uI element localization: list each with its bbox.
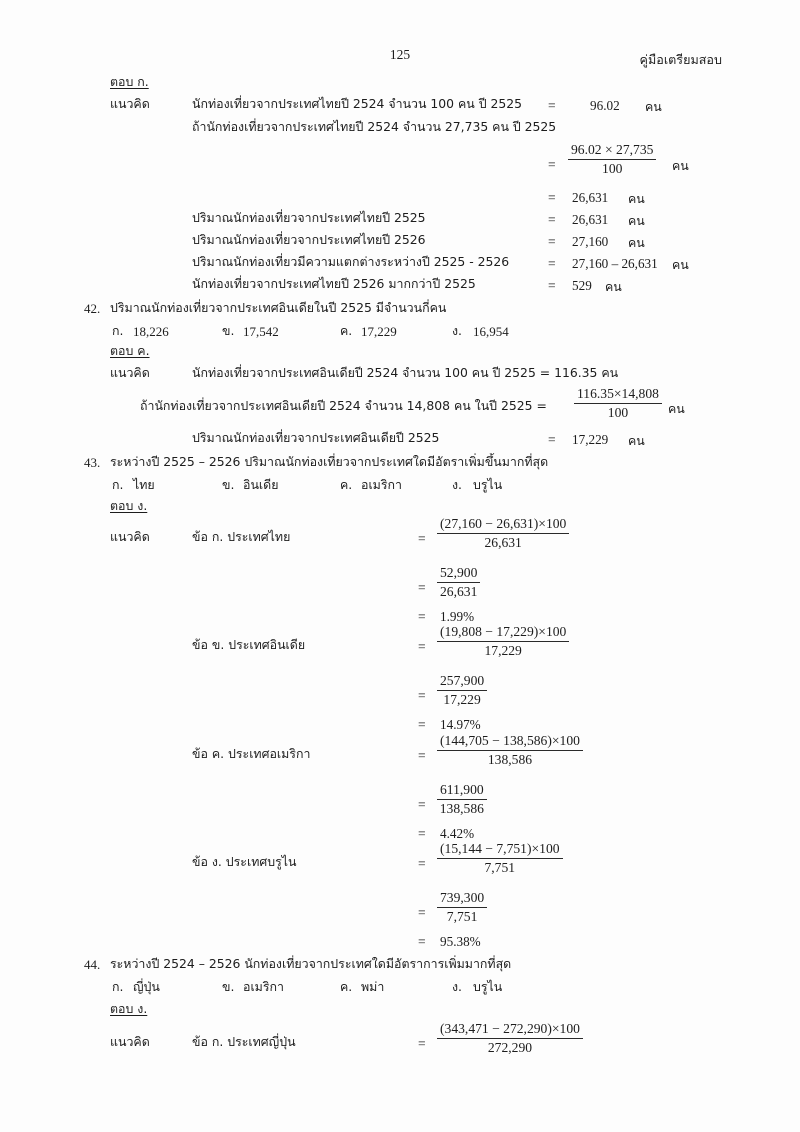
q42-choice-c-text[interactable]: 17,229: [361, 324, 397, 339]
q43-item-2-frac1-denominator: 138,586: [487, 752, 533, 768]
q42-choice-d-key[interactable]: ง.: [452, 323, 462, 338]
q43-item-2-frac1-numerator: (144,705 − 138,586)×100: [437, 733, 583, 751]
q41-row-0-equals: =: [548, 212, 556, 227]
q43-choice-b-key[interactable]: ข.: [222, 477, 235, 492]
q44-fraction: [437, 1021, 583, 1056]
q41-row-3-unit: คน: [605, 279, 622, 294]
q43-item-3-fraction-1: [437, 841, 563, 876]
q43-item-2-percent: 4.42%: [440, 826, 475, 841]
q42-choice-b-text[interactable]: 17,542: [243, 324, 279, 339]
answer-label-q41: ตอบ ก.: [110, 74, 149, 89]
q41-row-1-equals: =: [548, 234, 556, 249]
q44-choice-c-key[interactable]: ค.: [340, 979, 353, 994]
q43-item-1-frac2-denominator: 17,229: [443, 692, 481, 708]
q43-choice-d-key[interactable]: ง.: [452, 477, 462, 492]
q43-item-3-fraction-2: [437, 890, 487, 925]
q43-item-2-label: ข้อ ค. ประเทศอเมริกา: [192, 746, 311, 761]
q44-frac-numerator: (343,471 − 272,290)×100: [437, 1021, 583, 1039]
q41-line-1: นักท่องเที่ยวจากประเทศไทยปี 2524 จำนวน 100 คน ปี 2525: [192, 96, 523, 111]
q42-result-unit: คน: [628, 433, 645, 448]
q41-line-2: ถ้านักท่องเที่ยวจากประเทศไทยปี 2524 จำนวน 27,735 คน ปี 2525: [192, 119, 557, 134]
q41-row-2-unit: คน: [672, 257, 689, 272]
q43-item-1-equals-1: =: [418, 639, 426, 654]
q43-item-0-label: ข้อ ก. ประเทศไทย: [192, 529, 291, 544]
q42-choice-b-key[interactable]: ข.: [222, 323, 235, 338]
q42-fraction: [574, 386, 662, 421]
q43-item-0-equals-1: =: [418, 531, 426, 546]
q43-item-2-frac2-numerator: 611,900: [437, 782, 487, 800]
q44-choice-b-key[interactable]: ข.: [222, 979, 235, 994]
q43-item-3-equals-2: =: [418, 905, 426, 920]
q42-prompt: ปริมาณนักท่องเที่ยวจากประเทศอินเดียในปี 2525 มีจำนวนกี่คน: [110, 300, 447, 315]
q44-item-label: ข้อ ก. ประเทศญี่ปุ่น: [192, 1034, 296, 1049]
q43-item-3-percent: 95.38%: [440, 934, 481, 949]
q44-choice-d-text[interactable]: บรูไน: [473, 979, 503, 994]
answer-label-q42: ตอบ ค.: [110, 343, 150, 358]
q44-choice-a-text[interactable]: ญี่ปุ่น: [133, 979, 160, 994]
q43-prompt: ระหว่างปี 2525 – 2526 ปริมาณนักท่องเที่ยวจากประเทศใดมีอัตราเพิ่มขึ้นมากที่สุด: [110, 454, 549, 469]
book-title: คู่มือเตรียมสอบ: [639, 52, 722, 67]
q43-item-0-frac1-denominator: 26,631: [484, 535, 522, 551]
q43-item-0-percent: 1.99%: [440, 609, 475, 624]
q42-frac-unit: คน: [668, 401, 685, 416]
q41-frac1-numerator: 96.02 × 27,735: [568, 142, 656, 160]
q43-item-2-fraction-2: [437, 782, 487, 817]
q42-choice-a-key[interactable]: ก.: [112, 323, 124, 338]
q41-row-3-value: 529: [572, 278, 592, 293]
q43-item-3-frac2-denominator: 7,751: [446, 909, 478, 925]
q43-item-0-frac2-numerator: 52,900: [437, 565, 480, 583]
idea-label-q42: แนวคิด: [110, 365, 150, 380]
q43-item-3-frac1-denominator: 7,751: [484, 860, 516, 876]
q43-item-1-label: ข้อ ข. ประเทศอินเดีย: [192, 637, 306, 652]
q41-row-3-equals: =: [548, 278, 556, 293]
q43-choice-a-text[interactable]: ไทย: [133, 477, 155, 492]
q44-choice-c-text[interactable]: พม่า: [361, 979, 385, 994]
q43-choice-c-key[interactable]: ค.: [340, 477, 353, 492]
q41-line1-unit: คน: [645, 99, 662, 114]
q41-row-0-text: ปริมาณนักท่องเที่ยวจากประเทศไทยปี 2525: [192, 210, 426, 225]
q43-item-3-frac2-numerator: 739,300: [437, 890, 487, 908]
q43-choice-a-key[interactable]: ก.: [112, 477, 124, 492]
answer-label-q43: ตอบ ง.: [110, 498, 148, 513]
q43-item-0-frac1-numerator: (27,160 − 26,631)×100: [437, 516, 569, 534]
q43-item-0-equals-3: =: [418, 609, 426, 624]
q43-choice-d-text[interactable]: บรูไน: [473, 477, 503, 492]
q42-choice-a-text[interactable]: 18,226: [133, 324, 169, 339]
q44-prompt: ระหว่างปี 2524 – 2526 นักท่องเที่ยวจากประเทศใดมีอัตราการเพิ่มมากที่สุด: [110, 956, 512, 971]
q41-line1-equals: =: [548, 98, 556, 113]
q41-row-2-equals: =: [548, 256, 556, 271]
page-number: 125: [389, 47, 411, 62]
q44-choice-b-text[interactable]: อเมริกา: [243, 979, 284, 994]
q43-choice-c-text[interactable]: อเมริกา: [361, 477, 402, 492]
q41-row-0-value: 26,631: [572, 212, 609, 227]
q44-number: 44.: [84, 957, 101, 972]
q43-item-0-fraction-2: [437, 565, 480, 600]
q41-row-3-text: นักท่องเที่ยวจากประเทศไทยปี 2526 มากกว่าปี 2525: [192, 276, 476, 291]
q43-item-0-equals-2: =: [418, 580, 426, 595]
q43-item-2-fraction-1: [437, 733, 583, 768]
q43-item-1-percent: 14.97%: [440, 717, 481, 732]
q43-item-3-equals-1: =: [418, 856, 426, 871]
q41-result1-value: 26,631: [572, 190, 609, 205]
q44-frac-denominator: 272,290: [487, 1040, 533, 1056]
q41-row-2-value: 27,160 – 26,631: [572, 256, 658, 271]
q41-frac1-equals: =: [548, 157, 556, 172]
q42-result-equals: =: [548, 432, 556, 447]
q41-row-1-value: 27,160: [572, 234, 609, 249]
q43-item-0-fraction-1: [437, 516, 569, 551]
q43-item-1-frac1-denominator: 17,229: [484, 643, 522, 659]
q41-row-1-unit: คน: [628, 235, 645, 250]
q42-number: 42.: [84, 301, 101, 316]
q42-result-value: 17,229: [572, 432, 609, 447]
q43-item-1-equals-2: =: [418, 688, 426, 703]
q41-line1-value: 96.02: [590, 98, 620, 113]
idea-label-q41: แนวคิด: [110, 96, 150, 111]
q41-fraction-1: [568, 142, 656, 177]
q43-item-3-equals-3: =: [418, 934, 426, 949]
q44-equals: =: [418, 1036, 426, 1051]
q41-result1-unit: คน: [628, 191, 645, 206]
q43-choice-b-text[interactable]: อินเดีย: [243, 477, 279, 492]
q43-item-3-frac1-numerator: (15,144 − 7,751)×100: [437, 841, 563, 859]
q43-item-1-frac1-numerator: (19,808 − 17,229)×100: [437, 624, 569, 642]
q42-result-text: ปริมาณนักท่องเที่ยวจากประเทศอินเดียปี 2525: [192, 430, 440, 445]
q41-row-1-text: ปริมาณนักท่องเที่ยวจากประเทศไทยปี 2526: [192, 232, 426, 247]
q41-result1-equals: =: [548, 190, 556, 205]
q43-item-1-frac2-numerator: 257,900: [437, 673, 487, 691]
q43-item-3-label: ข้อ ง. ประเทศบรูไน: [192, 854, 297, 869]
q44-choice-d-key[interactable]: ง.: [452, 979, 462, 994]
q43-item-2-equals-3: =: [418, 826, 426, 841]
q42-choice-c-key[interactable]: ค.: [340, 323, 353, 338]
idea-label-q43: แนวคิด: [110, 529, 150, 544]
q41-frac1-denominator: 100: [602, 161, 623, 177]
q41-row-0-unit: คน: [628, 213, 645, 228]
q43-item-0-frac2-denominator: 26,631: [440, 584, 478, 600]
q43-item-2-equals-2: =: [418, 797, 426, 812]
q43-item-2-equals-1: =: [418, 748, 426, 763]
q41-frac1-unit: คน: [672, 158, 689, 173]
q41-row-2-text: ปริมาณนักท่องเที่ยวมีความแตกต่างระหว่างปี 2525 - 2526: [192, 254, 510, 269]
q43-item-2-frac2-denominator: 138,586: [439, 801, 484, 817]
q43-item-1-equals-3: =: [418, 717, 426, 732]
q42-choice-d-text[interactable]: 16,954: [473, 324, 509, 339]
q42-frac-numerator: 116.35×14,808: [574, 386, 662, 404]
q43-number: 43.: [84, 455, 101, 470]
q42-line-2: ถ้านักท่องเที่ยวจากประเทศอินเดียปี 2524 จำนวน 14,808 คน ในปี 2525 =: [140, 398, 547, 413]
q43-item-1-fraction-2: [437, 673, 487, 708]
q44-choice-a-key[interactable]: ก.: [112, 979, 124, 994]
q43-item-1-fraction-1: [437, 624, 569, 659]
answer-label-q44: ตอบ ง.: [110, 1001, 148, 1016]
idea-label-q44: แนวคิด: [110, 1034, 150, 1049]
q42-line-1: นักท่องเที่ยวจากประเทศอินเดียปี 2524 จำนวน 100 คน ปี 2525 = 116.35 คน: [192, 365, 619, 380]
q42-frac-denominator: 100: [607, 405, 629, 421]
